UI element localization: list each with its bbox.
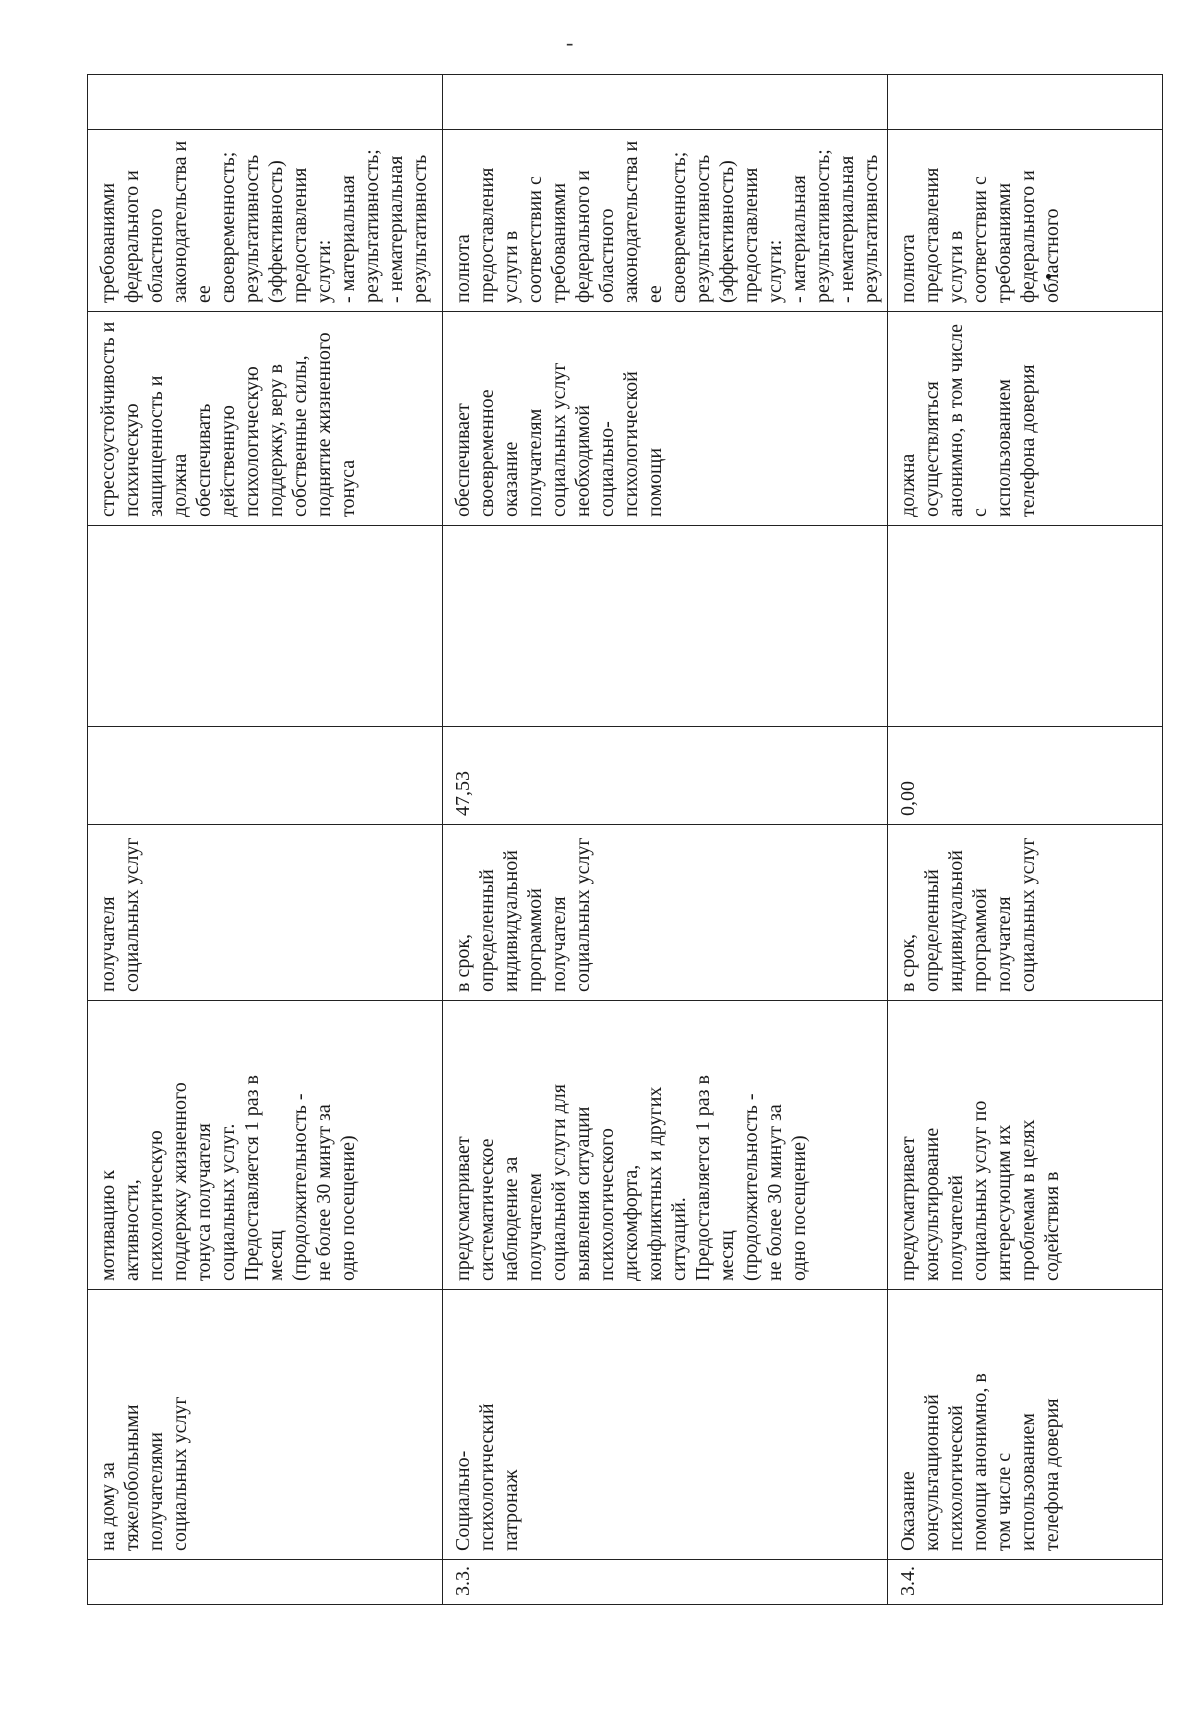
services-table (87, 74, 1163, 1605)
table-row (88, 75, 443, 1605)
cell-conditions: обеспечивает своевременное оказание получателям социальных услуг необходимой социально- психологической помощи (443, 312, 888, 526)
cell-service-name: Оказание консультационной психологической помощи анонимно, в том числе с использованием телефона доверия (888, 1290, 1163, 1560)
cell-description: предусматривает систематическое наблюдение за получателем социальной услуги для выявления ситуации психологического дискомфорта, конфликтных и других ситуаций. Предоставляется 1 раз в месяц (продолжительность - не более 30 минут за одно посещение) (443, 1001, 888, 1290)
cell-service-name: Социально- психологический патронаж (443, 1290, 888, 1560)
cell-tariff (88, 727, 443, 825)
cell-evaluation: требованиями федерального и областного законодательства и ее своевременность; результативность (эффективность) предоставления услуги: - материальная результативность; - нематериальная результативность (88, 130, 443, 312)
cell-evaluation: полнота предоставления услуги в соответствии с требованиями федерального и областного (888, 130, 1163, 312)
cell-number: 3.4. (888, 1560, 1163, 1605)
cell-tariff: 0,00 (888, 727, 1163, 825)
table-row (888, 75, 1163, 1605)
cell-extra (443, 75, 888, 130)
cell-indicators (443, 526, 888, 727)
cell-number: 3.3. (443, 1560, 888, 1605)
cell-term: получателя социальных услуг (88, 825, 443, 1001)
cell-tariff: 47,53 (443, 727, 888, 825)
cell-description: предусматривает консультирование получателей социальных услуг по интересующим их проблемам в целях содействия в (888, 1001, 1163, 1290)
rotated-table-wrapper (87, 75, 1150, 1605)
cell-extra (888, 75, 1163, 130)
cell-indicators (88, 526, 443, 727)
cell-term: в срок, определенный индивидуальной программой получателя социальных услуг (443, 825, 888, 1001)
cell-conditions: должна осуществляться анонимно, в том числе с использованием телефона доверия (888, 312, 1163, 526)
cell-term: в срок, определенный индивидуальной программой получателя социальных услуг (888, 825, 1163, 1001)
cell-extra (88, 75, 443, 130)
table-row (443, 75, 888, 1605)
cell-indicators (888, 526, 1163, 727)
cell-number (88, 1560, 443, 1605)
cell-evaluation: полнота предоставления услуги в соответствии с требованиями федерального и областного законодательства и ее своевременность; результативность (эффективность) предоставления услуги: - материальная результативность; - нематериальная результативность (443, 130, 888, 312)
cell-conditions: стрессоустойчивость и психическую защищенность и должна обеспечивать действенную психологическую поддержку, веру в собственные силы, поднятие жизненного тонуса (88, 312, 443, 526)
cell-description: мотивацию к активности, психологическую поддержку жизненного тонуса получателя социальных услуг. Предоставляется 1 раз в месяц (продолжительность - не более 30 минут за одно посещение) (88, 1001, 443, 1290)
cell-service-name: на дому за тяжелобольными получателями социальных услуг (88, 1290, 443, 1560)
stray-mark: - (566, 30, 574, 55)
